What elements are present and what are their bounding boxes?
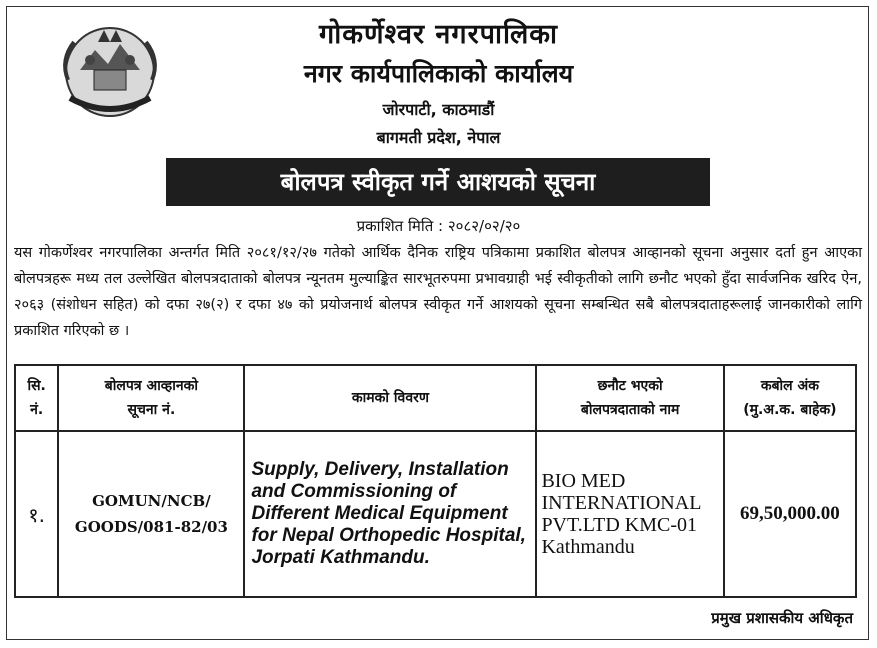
row-bidder-name: BIO MED INTERNATIONAL PVT.LTD KMC-01 Kathmandu bbox=[536, 431, 723, 597]
published-date: प्रकाशित मिति : २०८२/०२/२० bbox=[356, 217, 521, 235]
signature-title: प्रमुख प्रशासकीय अधिकृत bbox=[711, 609, 853, 627]
address-line-2: बागमती प्रदेश, नेपाल bbox=[376, 128, 501, 147]
table-header-row bbox=[15, 365, 856, 431]
header-work: कामको विवरण bbox=[244, 365, 536, 431]
notice-title: बोलपत्र स्वीकृत गर्ने आशयको सूचना bbox=[166, 158, 710, 206]
row-notice-no: GOMUN/NCB/ GOODS/081-82/03 bbox=[58, 431, 244, 597]
row-sn: १. bbox=[15, 431, 58, 597]
header-notice-no: बोलपत्र आव्हानको सूचना नं. bbox=[58, 365, 244, 431]
row-work-description: Supply, Delivery, Installation and Commissioning of Different Medical Equipment for Nepal Orthopedic Hospital, Jorpati Kathmandu. bbox=[244, 431, 536, 597]
bid-table bbox=[14, 364, 857, 598]
address-line-1: जोरपाटी, काठमाडौं bbox=[382, 100, 495, 119]
header-amount: कबोल अंक (मु.अ.क. बाहेक) bbox=[724, 365, 856, 431]
row-amount: 69,50,000.00 bbox=[724, 431, 856, 597]
header-bidder: छनौट भएको बोलपत्रदाताको नाम bbox=[536, 365, 723, 431]
municipality-name: गोकर्णेश्वर नगरपालिका bbox=[319, 19, 558, 50]
header-sn: सि. नं. bbox=[15, 365, 58, 431]
office-name: नगर कार्यपालिकाको कार्यालय bbox=[303, 59, 574, 88]
notice-body: यस गोकर्णेश्वर नगरपालिका अन्तर्गत मिति २०८१/१२/२७ गतेको आर्थिक दैनिक राष्ट्रिय पत्रिकामा प्रकाशित बोलपत्र आव्हानको सूचना अनुसार दर्ता हुन आएका बोलपत्रहरू मध्य तल उल्लेखित बोलपत्रदाताको बोलपत्र न्यूनतम मुल्याङ्कित सारभूतरुपमा प्रभावग्राही भई स्वीकृतीको लागि छनौट भएको हुँदा सार्वजनिक खरिद ऐन, २०६३ (संशोधन सहित) को दफा २७(२) र दफा ४७ को प्रयोजनार्थ बोलपत्र स्वीकृत गर्ने आशयको सूचना सम्बन्धित सबै बोलपत्रदाताहरूलाई जानकारीको लागि प्रकाशित गरिएको छ । bbox=[14, 245, 862, 339]
table-row bbox=[15, 431, 856, 597]
